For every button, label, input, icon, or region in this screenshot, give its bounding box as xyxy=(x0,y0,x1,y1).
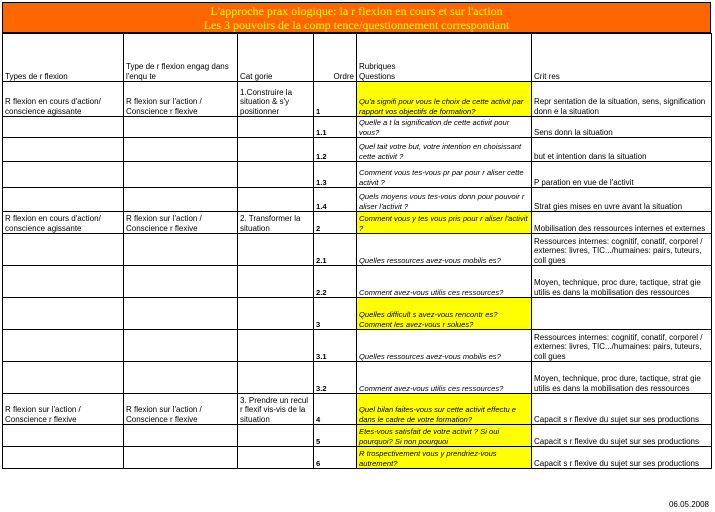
row-question-cell: Quel tait votre but, votre intention en choisissant cette activit ? xyxy=(357,138,532,162)
row-type-cell xyxy=(3,188,124,212)
row-critere-cell: but et intention dans la situation xyxy=(532,138,712,162)
row-type-cell xyxy=(3,425,124,447)
title-banner xyxy=(2,2,711,33)
row-engage-cell: R flexion sur l'action / Conscience r flexive xyxy=(124,394,238,425)
row-question-cell: Comment avez-vous utilis ces ressources? xyxy=(357,266,532,298)
row-ordre-cell: 1.2 xyxy=(314,138,357,162)
header-criteres: Crit res xyxy=(532,34,712,82)
header-questions-label: Questions xyxy=(359,71,396,81)
row-categorie-cell xyxy=(238,266,314,298)
header-categorie: Cat gorie xyxy=(238,34,314,82)
table-row xyxy=(3,394,712,425)
row-type-cell xyxy=(3,330,124,362)
row-question-cell: Comment avez-vous utilis ces ressources? xyxy=(357,362,532,394)
row-engage-cell xyxy=(124,117,238,138)
row-engage-cell xyxy=(124,162,238,188)
title-line-2: Les 3 pouvoirs de la comp tence/questionnement correspondant xyxy=(203,18,510,32)
row-categorie-cell: 3. Prendre un recul r flexif vis-vis de la situation xyxy=(238,394,314,425)
row-critere-cell: Moyen, technique, proc dure, tactique, strat gie utilis es dans la mobilisation des ressources xyxy=(532,266,712,298)
row-ordre-cell: 1 xyxy=(314,82,357,117)
row-categorie-cell xyxy=(238,425,314,447)
row-critere-cell: P paration en vue de l'activit xyxy=(532,162,712,188)
row-question-cell: R trospectivement vous y prendriez-vous autrement? xyxy=(357,447,532,469)
table-row xyxy=(3,298,712,330)
row-type-cell xyxy=(3,266,124,298)
row-critere-cell: Capacit s r flexive du sujet sur ses productions xyxy=(532,394,712,425)
row-engage-cell xyxy=(124,266,238,298)
row-type-cell xyxy=(3,162,124,188)
row-question-cell: Quelles difficult s avez-vous rencontr es? Comment les avez-vous r solues? xyxy=(357,298,532,330)
row-engage-cell xyxy=(124,362,238,394)
header-row xyxy=(3,34,712,82)
row-type-cell xyxy=(3,447,124,469)
table-row xyxy=(3,138,712,162)
row-ordre-cell: 3 xyxy=(314,298,357,330)
header-ordre-label: Ordre xyxy=(333,71,354,81)
table-row xyxy=(3,234,712,266)
row-ordre-cell: 2.2 xyxy=(314,266,357,298)
row-type-cell: R flexion en cours d'action/ conscience agissante xyxy=(3,212,124,234)
row-engage-cell xyxy=(124,330,238,362)
table-row xyxy=(3,188,712,212)
row-type-cell xyxy=(3,362,124,394)
row-type-cell: R flexion sur l'action / Conscience r flexive xyxy=(3,394,124,425)
row-categorie-cell: 2. Transformer la situation xyxy=(238,212,314,234)
row-categorie-cell xyxy=(238,362,314,394)
row-critere-cell: Sens donn la situation xyxy=(532,117,712,138)
row-engage-cell xyxy=(124,447,238,469)
row-question-cell: Quel bilan faites-vous sur cette activit effectu e dans le cadre de votre formation? xyxy=(357,394,532,425)
footer-date: 06.05.2008 xyxy=(668,500,709,509)
header-types: Types de r flexion xyxy=(3,34,124,82)
row-ordre-cell: 5 xyxy=(314,425,357,447)
table-row xyxy=(3,266,712,298)
row-engage-cell xyxy=(124,138,238,162)
row-ordre-cell: 1.3 xyxy=(314,162,357,188)
row-engage-cell: R flexion sur l'action / Conscience r flexive xyxy=(124,212,238,234)
row-categorie-cell xyxy=(238,447,314,469)
header-rubriques xyxy=(357,34,532,82)
row-categorie-cell xyxy=(238,330,314,362)
row-categorie-cell xyxy=(238,117,314,138)
row-ordre-cell: 1.1 xyxy=(314,117,357,138)
table-row xyxy=(3,362,712,394)
table-row xyxy=(3,82,712,117)
table-row xyxy=(3,447,712,469)
row-type-cell xyxy=(3,298,124,330)
row-question-cell: Quelles ressources avez-vous mobilis es? xyxy=(357,330,532,362)
row-ordre-cell: 4 xyxy=(314,394,357,425)
header-rubriques-label: Rubriques xyxy=(359,62,396,71)
row-categorie-cell: 1.Construire la situation & s'y positionner xyxy=(238,82,314,117)
table-row xyxy=(3,117,712,138)
row-critere-cell: Repr sentation de la situation, sens, signification donn e la situation xyxy=(532,82,712,117)
row-ordre-cell: 1.4 xyxy=(314,188,357,212)
row-categorie-cell xyxy=(238,234,314,266)
row-question-cell: Comment vous tes-vous pr par pour r aliser cette activit ? xyxy=(357,162,532,188)
row-categorie-cell xyxy=(238,162,314,188)
row-question-cell: Etes-vous satisfait de votre activit ? Si oui pourquoi? Si non pourquoi xyxy=(357,425,532,447)
row-engage-cell: R flexion sur l'action / Conscience r flexive xyxy=(124,82,238,117)
row-engage-cell xyxy=(124,188,238,212)
row-question-cell: Quels moyens vous tes-vous donn pour pouvoir r aliser l'activit ? xyxy=(357,188,532,212)
row-critere-cell: Capacit s r flexive du sujet sur ses productions xyxy=(532,425,712,447)
table-row xyxy=(3,162,712,188)
row-critere-cell: Ressources internes: cognitif, conatif, corporel / externes: livres, TIC.../humaines: pairs, tuteurs, coll gues xyxy=(532,234,712,266)
row-type-cell xyxy=(3,138,124,162)
row-question-cell: Quelles ressources avez-vous mobilis es? xyxy=(357,234,532,266)
row-categorie-cell xyxy=(238,298,314,330)
row-type-cell: R flexion en cours d'action/ conscience agissante xyxy=(3,82,124,117)
table-row xyxy=(3,425,712,447)
row-question-cell: Qu'a signifi pour vous le choix de cette activit par rapport vos objectifs de formation? xyxy=(357,82,532,117)
row-ordre-cell: 6 xyxy=(314,447,357,469)
row-categorie-cell xyxy=(238,188,314,212)
row-type-cell xyxy=(3,234,124,266)
header-type-engage: Type de r flexion engag dans l'enqu te xyxy=(124,34,238,82)
row-critere-cell: Strat gies mises en uvre avant la situation xyxy=(532,188,712,212)
row-critere-cell: Mobilisation des ressources internes et externes xyxy=(532,212,712,234)
row-engage-cell xyxy=(124,425,238,447)
row-ordre-cell: 2.1 xyxy=(314,234,357,266)
title-line-1: L'approche prax ologique: la r flexion en cours et sur l'action xyxy=(210,4,503,18)
row-ordre-cell: 3.1 xyxy=(314,330,357,362)
row-type-cell xyxy=(3,117,124,138)
row-critere-cell: Moyen, technique, proc dure, tactique, strat gie utilis es dans la mobilisation des ressources xyxy=(532,362,712,394)
table-row xyxy=(3,212,712,234)
row-ordre-cell: 2 xyxy=(314,212,357,234)
row-ordre-cell: 3.2 xyxy=(314,362,357,394)
row-engage-cell xyxy=(124,234,238,266)
row-critere-cell xyxy=(532,298,712,330)
table-row xyxy=(3,330,712,362)
row-question-cell: Quelle a t la signification de cette activit pour vous? xyxy=(357,117,532,138)
row-categorie-cell xyxy=(238,138,314,162)
row-critere-cell: Capacit s r flexive du sujet sur ses productions xyxy=(532,447,712,469)
row-question-cell: Comment vous y tes vous pris pour r aliser l'activit ? xyxy=(357,212,532,234)
header-ordre xyxy=(314,34,357,82)
row-engage-cell xyxy=(124,298,238,330)
row-critere-cell: Ressources internes: cognitif, conatif, corporel / externes: livres, TIC.../humaines: pairs, tuteurs, coll gues xyxy=(532,330,712,362)
reflection-table xyxy=(2,33,712,469)
